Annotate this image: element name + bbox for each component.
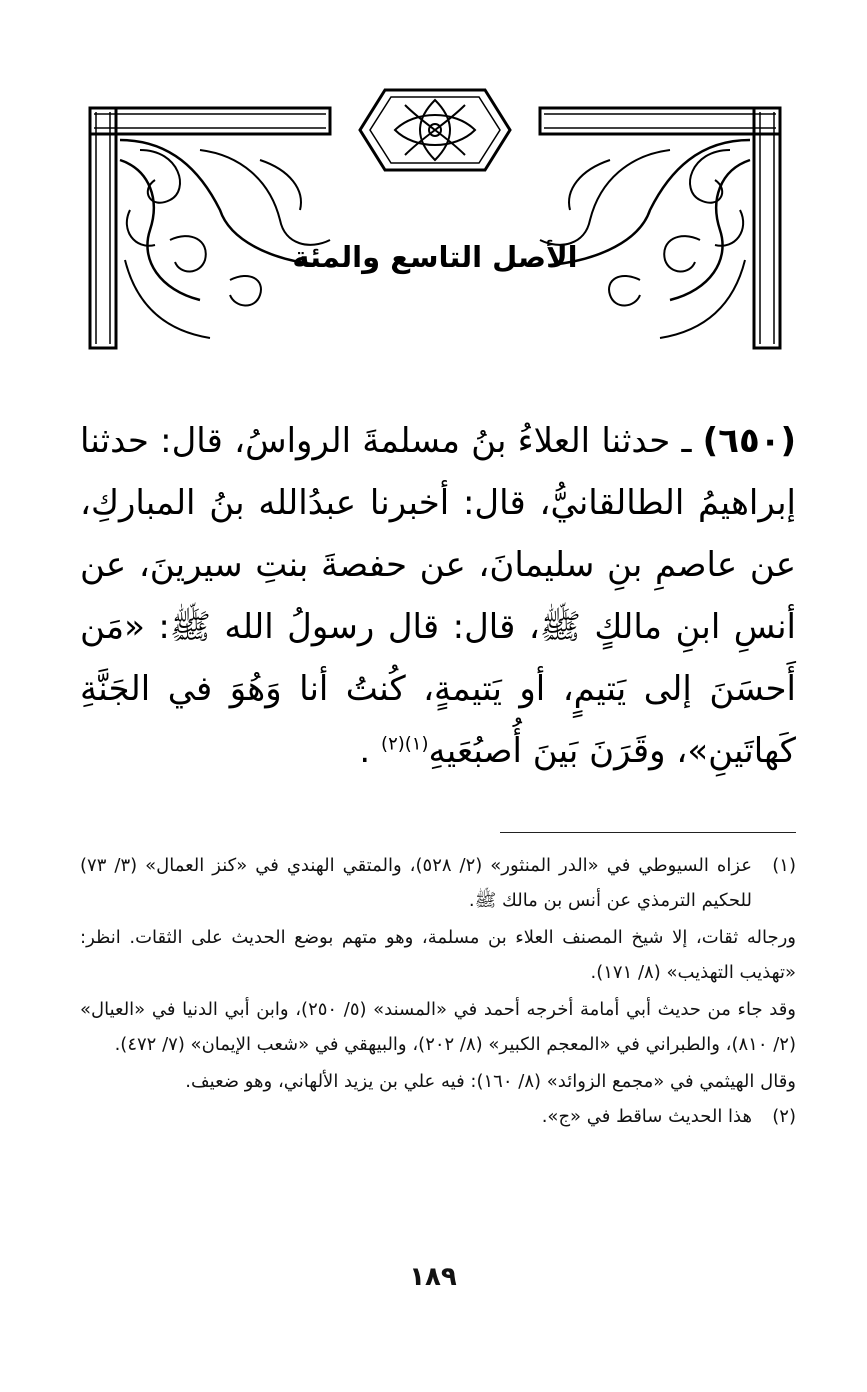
chapter-title: الأصل التاسع والمئة: [292, 240, 578, 274]
hadith-body: ـ حدثنا العلاءُ بنُ مسلمةَ الرواسُ، قال: حدثنا إبراهيمُ الطالقانيُّ، قال: أخبرنا عبدُالله بنُ المباركِ، عن عاصمِ بنِ سليمانَ، عن حفصةَ بنتِ سيرينَ، عن أنسِ ابنِ مالكٍ ﷺ، قال: قال رسولُ الله ﷺ: «مَن أَحسَنَ إلى يَتيمٍ، أو يَتيمةٍ، كُنتُ أنا وَهُوَ في الجَنَّةِ كَهاتَينِ»، وقَرَنَ بَينَ أُصبُعَيهِ: [80, 421, 796, 771]
hadith-number: (٦٥٠): [702, 421, 796, 461]
footnote-1-text: عزاه السيوطي في «الدر المنثور» (٢/ ٥٢٨)، والمتقي الهندي في «كنز العمال» (٣/ ٧٣) للحكيم الترمذي عن أنس بن مالك ﷺ.: [80, 855, 752, 911]
footnote-2: [80, 1099, 796, 1134]
footnote-1: [80, 848, 796, 918]
footnote-2-mark: (٢): [772, 1106, 796, 1127]
footnote-divider: [500, 832, 796, 833]
footnote-paragraph-haythami: وقال الهيثمي في «مجمع الزوائد» (٨/ ١٦٠): فيه علي بن يزيد الألهاني، وهو ضعيف.: [185, 1071, 796, 1092]
ornamental-header: [80, 80, 790, 370]
right-corner-ornament: [540, 108, 780, 348]
hadith-text: [80, 410, 796, 782]
footnote-reference[interactable]: (١)(٢): [381, 733, 429, 755]
footnote-2-text: هذا الحديث ساقط في «ج».: [541, 1106, 752, 1127]
footnote-paragraph-sources: وقد جاء من حديث أبي أمامة أخرجه أحمد في «المسند» (٥/ ٢٥٠)، وابن أبي الدنيا في «العيال» (٢/ ٨١٠)، والطبراني في «المعجم الكبير» (٨/ ٢٠٢)، والبيهقي في «شعب الإيمان» (٧/ ٤٧٢).: [80, 999, 796, 1055]
center-rosette-ornament: [360, 90, 510, 170]
left-corner-ornament: [90, 108, 330, 348]
footnote-1-mark: (١): [772, 855, 796, 876]
page-number: ١٨٩: [409, 1262, 457, 1292]
hadith-end: .: [359, 731, 371, 771]
footnotes: [80, 848, 796, 1134]
footnote-paragraph-narrators: ورجاله ثقات، إلا شيخ المصنف العلاء بن مسلمة، وهو متهم بوضع الحديث على الثقات. انظر: «تهذيب التهذيب» (٨/ ١٧١).: [80, 927, 796, 983]
